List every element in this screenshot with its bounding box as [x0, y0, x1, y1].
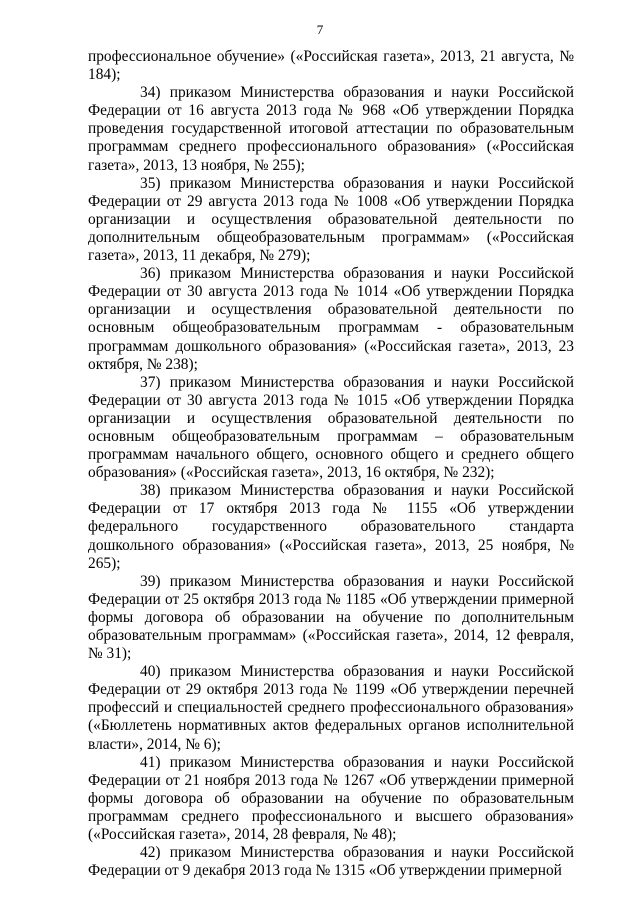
paragraph-item-38: 38) приказом Министерства образования и науки Российской Федерации от 17 октября 2013 года № 1155 «Об утверждении федерального государственного образовательного стандарта дошкольного образования» («Российская газета», 2013, 25 ноября, № 265); — [88, 482, 574, 572]
paragraph-item-42: 42) приказом Министерства образования и науки Российской Федерации от 9 декабря 2013 года № 1315 «Об утверждении примерной — [88, 844, 574, 880]
paragraph-item-34: 34) приказом Министерства образования и науки Российской Федерации от 16 августа 2013 года № 968 «Об утверждении Порядка проведения государственной итоговой аттестации по образовательным программам среднего профессионального образования» («Российская газета», 2013, 13 ноября, № 255); — [88, 84, 574, 174]
paragraph-continuation: профессиональное обучение» («Российская газета», 2013, 21 августа, № 184); — [88, 48, 574, 84]
paragraph-item-39: 39) приказом Министерства образования и науки Российской Федерации от 25 октября 2013 года № 1185 «Об утверждении примерной формы договора об образовании на обучение по дополнительным образовательным программам» («Российская газета», 2014, 12 февраля, № 31); — [88, 572, 574, 663]
paragraph-item-36: 36) приказом Министерства образования и науки Российской Федерации от 30 августа 2013 года № 1014 «Об утверждении Порядка организации и осуществления образовательной деятельности по основным общеобразовательным программам - образовательным программам дошкольного образования» («Российская газета», 2013, 23 октября, № 238); — [88, 265, 574, 373]
paragraph-item-41: 41) приказом Министерства образования и науки Российской Федерации от 21 ноября 2013 года № 1267 «Об утверждении примерной формы договора об образовании на обучение по образовательным программам среднего профессионального и высшего образования» («Российская газета», 2014, 28 февраля, № 48); — [88, 753, 574, 844]
paragraph-item-37: 37) приказом Министерства образования и науки Российской Федерации от 30 августа 2013 года № 1015 «Об утверждении Порядка организации и осуществления образовательной деятельности по основным общеобразовательным программам – образовательным программам начального общего, основного общего и среднего общего образования» («Российская газета», 2013, 16 октября, № 232); — [88, 373, 574, 482]
document-body — [88, 48, 574, 880]
page-number: 7 — [316, 22, 324, 37]
paragraph-item-40: 40) приказом Министерства образования и науки Российской Федерации от 29 октября 2013 года № 1199 «Об утверждении перечней профессий и специальностей среднего профессионального образования» («Бюллетень нормативных актов федеральных органов исполнительной власти», 2014, № 6); — [88, 663, 574, 753]
paragraph-item-35: 35) приказом Министерства образования и науки Российской Федерации от 29 августа 2013 года № 1008 «Об утверждении Порядка организации и осуществления образовательной деятельности по дополнительным общеобразовательным программам» («Российская газета», 2013, 11 декабря, № 279); — [88, 174, 574, 265]
